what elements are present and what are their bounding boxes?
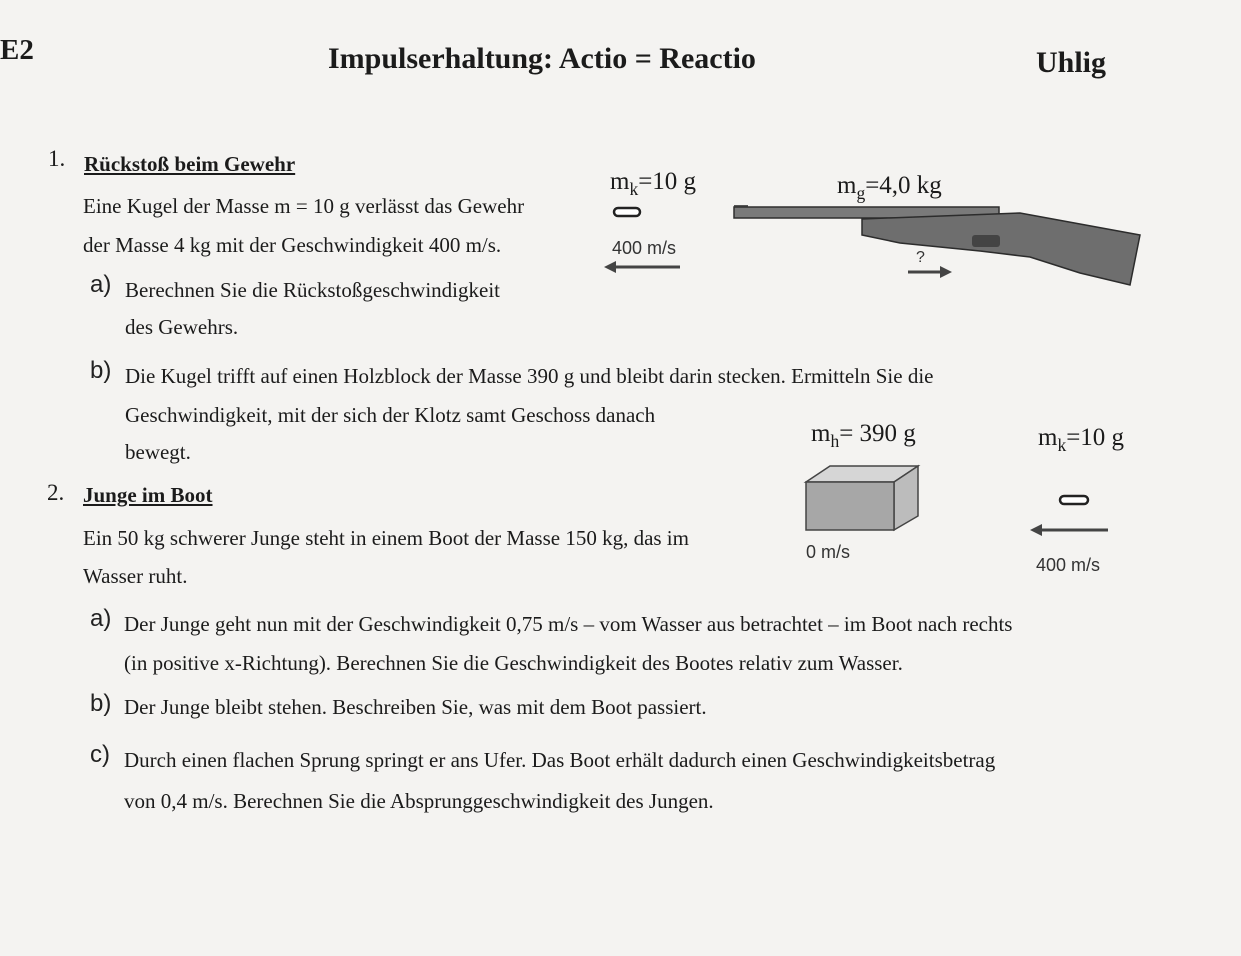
task1b-line3: bewegt. — [125, 440, 191, 464]
task1a-letter: a) — [90, 271, 112, 298]
task1-text-line2: der Masse 4 kg mit der Geschwindigkeit 400 m/s. — [83, 233, 502, 257]
task2c-line1: Durch einen flachen Sprung springt er ans Ufer. Das Boot erhält dadurch einen Geschwindigkeitsbetrag — [124, 748, 996, 772]
task2-number: 2. — [47, 480, 65, 505]
task1-text-line1: Eine Kugel der Masse m = 10 g verlässt das Gewehr — [83, 194, 525, 218]
fig1-gun-mass-label: $m_g=4,0$ kg — [837, 172, 942, 203]
fig2-diagram — [800, 462, 1120, 542]
fig2-bullet-speed: 400 m/s — [1036, 555, 1101, 575]
wood-block-icon — [806, 466, 918, 530]
fig1-gun-speed: ? — [916, 249, 925, 266]
task2b-line1: Der Junge bleibt stehen. Beschreiben Sie, was mit dem Boot passiert. — [124, 695, 707, 719]
author: Uhlig — [1036, 46, 1107, 79]
bullet-velocity-arrow-icon — [1030, 524, 1108, 536]
task2-heading: Junge im Boot — [83, 483, 213, 507]
fig1-bullet-speed: 400 m/s — [612, 238, 677, 258]
bullet-icon — [614, 208, 640, 216]
task1b-letter: b) — [90, 357, 112, 384]
task1-heading: Rückstoß beim Gewehr — [84, 152, 296, 176]
task2c-line2: von 0,4 m/s. Berechnen Sie die Absprunggeschwindigkeit des Jungen. — [124, 789, 714, 813]
page-title: Impulserhaltung: Actio = Reactio — [328, 42, 756, 75]
task1a-line2: des Gewehrs. — [125, 315, 239, 339]
task2a-line1: Der Junge geht nun mit der Geschwindigkeit 0,75 m/s – vom Wasser aus betrachtet – im Boot nach rechts — [124, 612, 1013, 636]
task2a-letter: a) — [90, 605, 112, 632]
fig2-bullet-mass-label: $m_k=10$ g — [1038, 424, 1125, 455]
task2a-line2: (in positive x-Richtung). Berechnen Sie die Geschwindigkeit des Bootes relativ zum Wasser. — [124, 651, 903, 675]
bullet-icon — [1060, 496, 1088, 504]
sheet-code: E2 — [0, 34, 34, 66]
task1-number: 1. — [48, 146, 66, 171]
fig2-block-speed: 0 m/s — [806, 542, 851, 562]
fig2-block-mass-label: $m_h= 390$ g — [811, 420, 916, 451]
gun-velocity-arrow-icon — [908, 266, 952, 278]
bullet-velocity-arrow-icon — [604, 261, 680, 273]
fig1-bullet-mass-label: $m_k=10$ g — [610, 168, 697, 199]
task1b-line1: Die Kugel trifft auf einen Holzblock der Masse 390 g und bleibt darin stecken. Ermitteln Sie die — [125, 364, 934, 388]
task2-text-line1: Ein 50 kg schwerer Junge steht in einem Boot der Masse 150 kg, das im — [83, 526, 689, 550]
task1b-line2: Geschwindigkeit, mit der sich der Klotz samt Geschoss danach — [125, 403, 656, 427]
task2-text-line2: Wasser ruht. — [83, 564, 188, 588]
task1a-line1: Berechnen Sie die Rückstoßgeschwindigkeit — [125, 278, 500, 302]
task2b-letter: b) — [90, 690, 112, 717]
fig1-diagram — [600, 195, 1160, 295]
task2c-letter: c) — [90, 741, 110, 768]
